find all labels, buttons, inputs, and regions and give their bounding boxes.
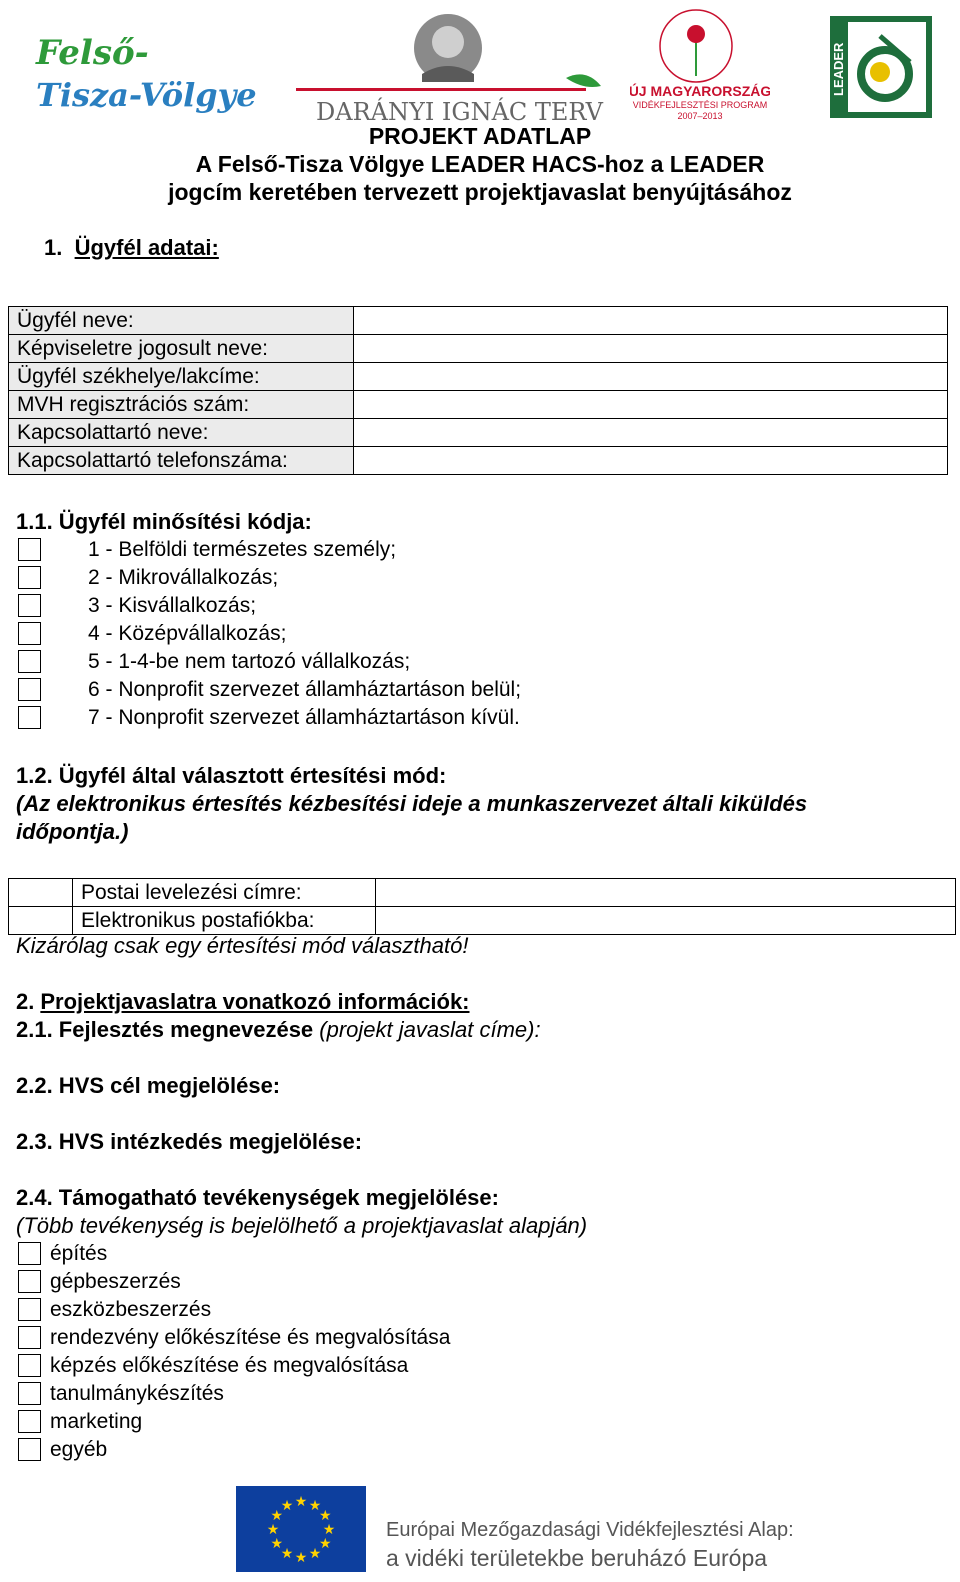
notification-method-row xyxy=(9,879,956,907)
daranyi-logo-text: DARÁNYI IGNÁC TERV xyxy=(316,98,603,126)
section-1-1-heading: 1.1. Ügyfél minősítési kódja: xyxy=(16,509,312,534)
eu-star-icon: ★ xyxy=(280,1545,294,1562)
notification-method-label: Elektronikus postafiókba: xyxy=(73,907,376,935)
notification-method-mark-cell[interactable] xyxy=(9,907,73,935)
qualification-option-label: 2 - Mikrovállalkozás; xyxy=(88,566,279,589)
section-2-title: Projektjavaslatra vonatkozó információk: xyxy=(40,989,470,1014)
eafrd-text xyxy=(386,1516,794,1572)
qualification-option-label: 3 - Kisvállalkozás; xyxy=(88,594,257,617)
eu-star-icon: ★ xyxy=(280,1496,294,1513)
notification-method-mark-cell[interactable] xyxy=(9,879,73,907)
client-data-label: Ügyfél székhelye/lakcíme: xyxy=(9,363,354,391)
eu-flag-icon xyxy=(236,1486,366,1572)
section-1-number: 1. xyxy=(44,235,63,260)
notification-warning: Kizárólag csak egy értesítési mód választható! xyxy=(16,933,469,958)
daranyi-ignac-terv-logo xyxy=(296,8,608,126)
activity-checkbox[interactable] xyxy=(18,1354,41,1377)
activity-option-label: marketing xyxy=(50,1410,143,1433)
section-2-4: 2.4. Támogatható tevékenységek megjelölése: xyxy=(16,1185,499,1210)
eu-star-icon: ★ xyxy=(294,1493,308,1509)
activity-option-label: tanulmánykészítés xyxy=(50,1382,224,1405)
client-data-row xyxy=(9,419,948,447)
felso-tisza-volgye-logo xyxy=(34,24,270,120)
client-data-value-field[interactable] xyxy=(354,307,948,335)
qualification-checkbox[interactable] xyxy=(18,594,41,617)
section-2-2: 2.2. HVS cél megjelölése: xyxy=(16,1073,281,1098)
client-data-value-field[interactable] xyxy=(354,363,948,391)
section-2-number: 2. xyxy=(16,989,35,1014)
client-data-row xyxy=(9,335,948,363)
leaf-icon xyxy=(566,74,601,87)
flower-icon xyxy=(687,25,705,43)
client-data-label: MVH regisztrációs szám: xyxy=(9,391,354,419)
title-line-2: A Felső-Tisza Völgye LEADER HACS-hoz a LEADER xyxy=(195,151,765,177)
section-2-1-label: 2.1. Fejlesztés megnevezése xyxy=(16,1017,314,1042)
eu-star-icon: ★ xyxy=(318,1535,332,1551)
qualification-option-label: 1 - Belföldi természetes személy; xyxy=(88,538,397,561)
client-data-row xyxy=(9,391,948,419)
client-data-label: Ügyfél neve: xyxy=(9,307,354,335)
qualification-option-label: 5 - 1-4-be nem tartozó vállalkozás; xyxy=(88,650,411,673)
ujm-logo-line1: ÚJ MAGYARORSZÁG xyxy=(630,83,770,99)
activity-checkbox[interactable] xyxy=(18,1298,41,1321)
qualification-checkbox[interactable] xyxy=(18,566,41,589)
client-data-value-field[interactable] xyxy=(354,391,948,419)
eu-star-icon: ★ xyxy=(308,1496,322,1513)
client-data-label: Kapcsolattartó neve: xyxy=(9,419,354,447)
felso-logo-line1: Felső- xyxy=(36,33,149,73)
qualification-option-label: 4 - Középvállalkozás; xyxy=(88,622,287,645)
client-data-row xyxy=(9,307,948,335)
leader-logo xyxy=(830,16,932,118)
eu-star-icon: ★ xyxy=(318,1507,332,1523)
activity-checkbox[interactable] xyxy=(18,1326,41,1349)
eu-star-icon: ★ xyxy=(322,1521,336,1537)
notification-method-table xyxy=(8,878,956,935)
client-data-value-field[interactable] xyxy=(354,419,948,447)
section-1-2-note-line2: időpontja.) xyxy=(16,819,129,844)
client-data-row xyxy=(9,363,948,391)
felso-logo-line2: Tisza-Völgye xyxy=(36,76,257,114)
client-data-label: Képviseletre jogosult neve: xyxy=(9,335,354,363)
eu-star-icon: ★ xyxy=(270,1507,284,1523)
activity-option-label: rendezvény előkészítése és megvalósítása xyxy=(50,1326,451,1349)
notification-method-row xyxy=(9,907,956,935)
section-1-title: Ügyfél adatai: xyxy=(74,235,219,260)
ujm-logo-line2: VIDÉKFEJLESZTÉSI PROGRAM xyxy=(632,100,768,110)
qualification-checkbox[interactable] xyxy=(18,650,41,673)
section-1-2-heading: 1.2. Ügyfél által választott értesítési mód: xyxy=(16,763,447,788)
activity-checkbox[interactable] xyxy=(18,1270,41,1293)
section-1-2-note-line1: (Az elektronikus értesítés kézbesítési ideje a munkaszervezet általi kiküldés xyxy=(16,791,808,816)
uj-magyarorszag-logo xyxy=(630,6,770,122)
activity-option-label: egyéb xyxy=(50,1438,108,1461)
section-2-1 xyxy=(16,1016,541,1044)
qualification-checkbox[interactable] xyxy=(18,622,41,645)
client-data-value-field[interactable] xyxy=(354,335,948,363)
eafrd-line-2: a vidéki területekbe beruházó Európa xyxy=(386,1545,768,1571)
activity-option-label: eszközbeszerzés xyxy=(50,1298,212,1321)
activity-checkbox[interactable] xyxy=(18,1438,41,1461)
section-2-3: 2.3. HVS intézkedés megjelölése: xyxy=(16,1129,363,1154)
leader-logo-text: LEADER xyxy=(831,42,846,96)
ujm-logo-line3: 2007–2013 xyxy=(677,111,723,121)
client-data-row xyxy=(9,447,948,475)
eu-star-icon: ★ xyxy=(266,1521,280,1537)
eu-star-icon: ★ xyxy=(294,1549,308,1565)
section-2-heading xyxy=(16,988,470,1016)
qualification-option-label: 7 - Nonprofit szervezet államháztartáson kívül. xyxy=(88,706,520,729)
eafrd-line-1: Európai Mezőgazdasági Vidékfejlesztési Alap: xyxy=(386,1519,794,1541)
activity-checkbox[interactable] xyxy=(18,1410,41,1433)
qualification-checkbox[interactable] xyxy=(18,538,41,561)
notification-method-label: Postai levelezési címre: xyxy=(73,879,376,907)
section-1-heading xyxy=(44,234,219,262)
activity-checkbox[interactable] xyxy=(18,1242,41,1265)
activity-option-label: építés xyxy=(50,1242,108,1265)
qualification-option-label: 6 - Nonprofit szervezet államháztartáson belül; xyxy=(88,678,522,701)
qualification-checkbox[interactable] xyxy=(18,706,41,729)
client-data-table xyxy=(8,306,948,475)
notification-method-value-field[interactable] xyxy=(376,879,956,907)
eu-star-icon: ★ xyxy=(308,1545,322,1562)
qualification-checkbox[interactable] xyxy=(18,678,41,701)
notification-method-value-field[interactable] xyxy=(376,907,956,935)
activity-option-label: képzés előkészítése és megvalósítása xyxy=(50,1354,409,1377)
title-line-3: jogcím keretében tervezett projektjavaslat benyújtásához xyxy=(168,179,792,205)
title-line-1: PROJEKT ADATLAP xyxy=(368,123,592,149)
client-data-value-field[interactable] xyxy=(354,447,948,475)
activity-option-label: gépbeszerzés xyxy=(50,1270,181,1293)
section-2-1-hint: (projekt javaslat címe): xyxy=(319,1017,541,1042)
client-data-label: Kapcsolattartó telefonszáma: xyxy=(9,447,354,475)
eu-star-icon: ★ xyxy=(270,1535,284,1551)
section-2-4-note: (Több tevékenység is bejelölhető a projektjavaslat alapján) xyxy=(16,1213,588,1238)
activity-checkbox[interactable] xyxy=(18,1382,41,1405)
